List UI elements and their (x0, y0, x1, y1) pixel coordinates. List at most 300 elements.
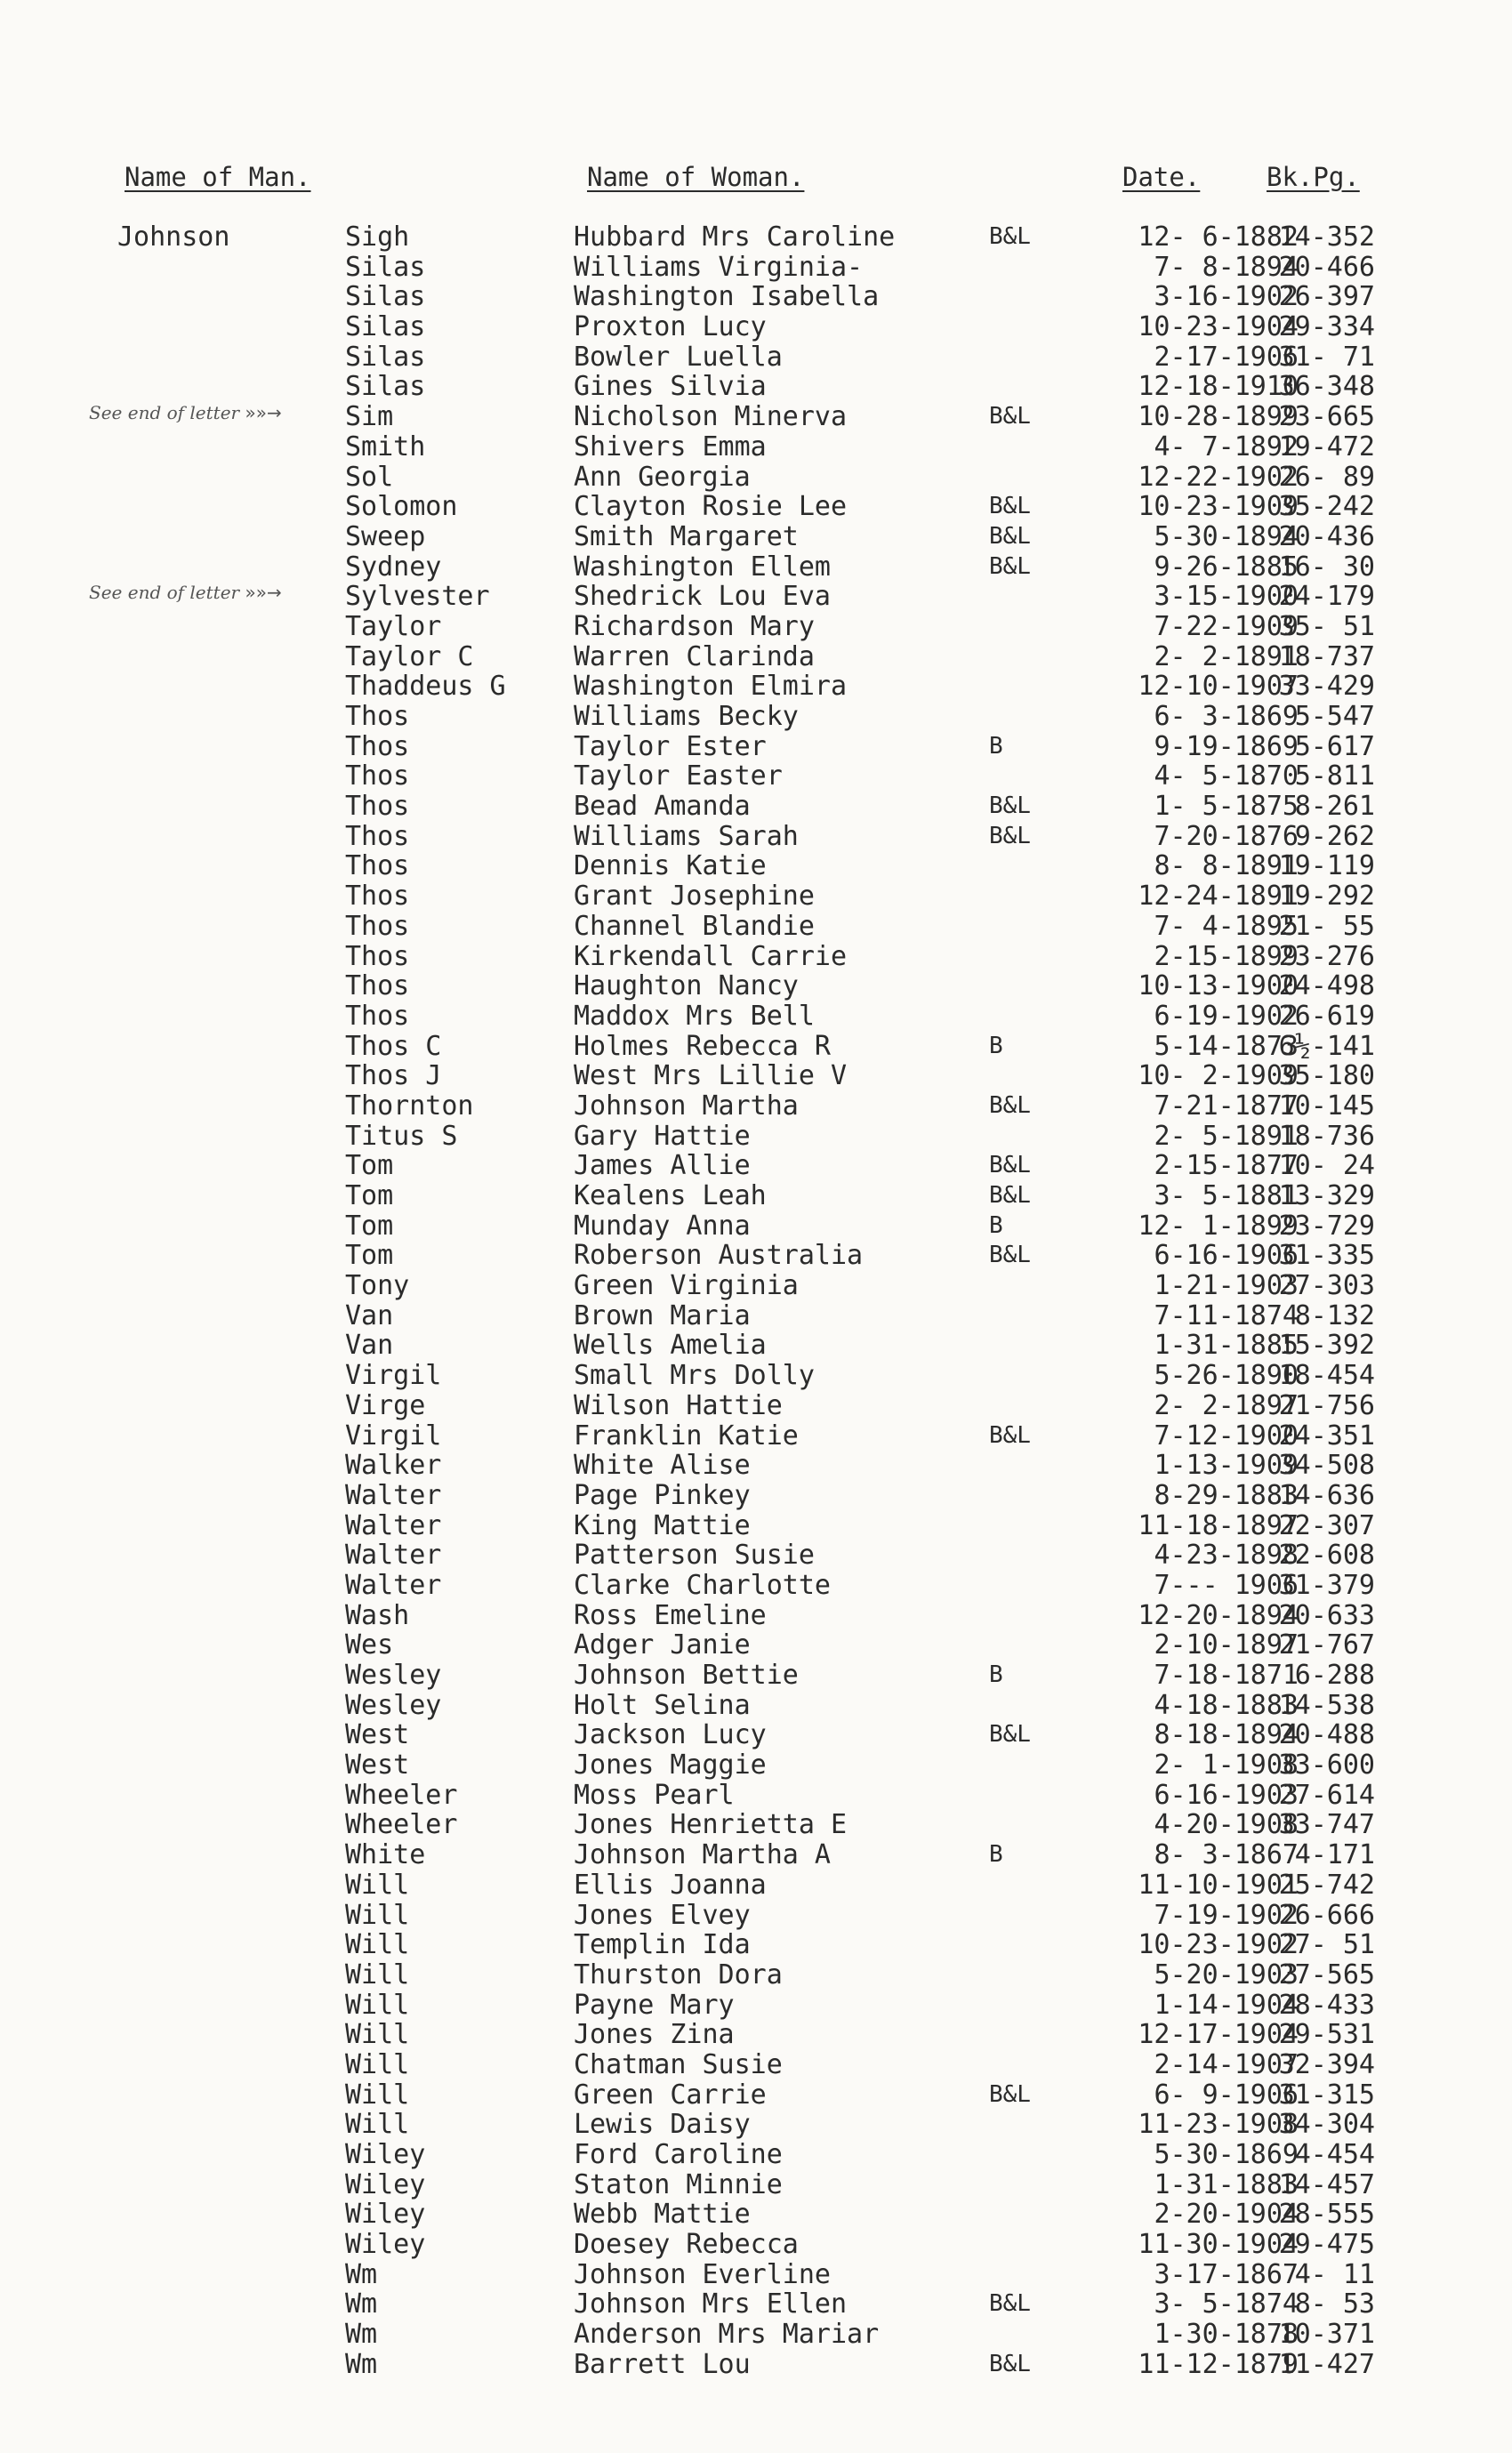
surname-cell: Johnson (117, 221, 230, 253)
date-cell: 5-30-1894 (1154, 520, 1299, 552)
date-cell: 6- 3-1869 (1154, 701, 1299, 732)
man-first-name-cell: Silas (345, 281, 426, 313)
man-first-name-cell: Virge (345, 1389, 426, 1421)
man-first-name-cell: Thos (345, 850, 410, 882)
date-cell: 7-22-1909 (1154, 610, 1299, 642)
book-page-cell: 23-665 (1278, 401, 1375, 433)
man-first-name-cell: Tom (345, 1210, 394, 1242)
book-page-cell: 26-619 (1278, 1000, 1375, 1032)
book-page-cell: 18-454 (1278, 1360, 1375, 1392)
book-page-cell: 24-351 (1278, 1420, 1375, 1452)
record-row (0, 1421, 1512, 1452)
book-page-cell: 10-371 (1278, 2319, 1375, 2351)
record-row (0, 492, 1512, 522)
record-code-cell: B&L (989, 1182, 1031, 1209)
woman-name-cell: Adger Janie (574, 1629, 751, 1661)
woman-name-cell: Webb Mattie (574, 2199, 751, 2231)
book-page-cell: 23-276 (1278, 940, 1375, 972)
header-name-of-man: Name of Man. (125, 162, 311, 192)
book-page-cell: 5-811 (1294, 760, 1375, 792)
record-code-cell: B (989, 1211, 1003, 1239)
book-page-cell: 34-304 (1278, 2109, 1375, 2141)
record-row (0, 372, 1512, 402)
book-page-cell: 19-472 (1278, 430, 1375, 462)
record-row (0, 1451, 1512, 1481)
date-cell: 7- 4-1895 (1154, 910, 1299, 942)
man-first-name-cell: Tom (345, 1240, 394, 1272)
record-row (0, 1481, 1512, 1511)
date-cell: 2- 2-1891 (1154, 640, 1299, 672)
date-cell: 7-18-1871 (1154, 1660, 1299, 1691)
book-page-cell: 31-379 (1278, 1569, 1375, 1601)
header-date: Date. (1122, 162, 1201, 192)
record-row (0, 912, 1512, 942)
woman-name-cell: Grant Josephine (574, 881, 815, 913)
date-cell: 6- 9-1906 (1154, 2079, 1299, 2111)
date-cell: 4- 7-1892 (1154, 430, 1299, 462)
woman-name-cell: Shedrick Lou Eva (574, 581, 831, 613)
woman-name-cell: Gines Silvia (574, 371, 767, 403)
woman-name-cell: Bowler Luella (574, 341, 783, 373)
book-page-cell: 14-636 (1278, 1479, 1375, 1511)
man-first-name-cell: Wiley (345, 2199, 426, 2231)
record-row (0, 1151, 1512, 1181)
record-row (0, 1181, 1512, 1211)
record-code-cell: B&L (989, 2350, 1031, 2377)
record-row (0, 761, 1512, 792)
date-cell: 12-22-1902 (1138, 461, 1299, 493)
record-row (0, 1601, 1512, 1631)
man-first-name-cell: Silas (345, 251, 426, 283)
man-first-name-cell: Sweep (345, 520, 426, 552)
date-cell: 6-16-1906 (1154, 1240, 1299, 1272)
record-row (0, 1870, 1512, 1901)
man-first-name-cell: Thos (345, 730, 410, 762)
record-list (0, 222, 1512, 2380)
woman-name-cell: Hubbard Mrs Caroline (574, 221, 896, 253)
record-row (0, 1271, 1512, 1301)
woman-name-cell: Washington Isabella (574, 281, 880, 313)
record-row (0, 971, 1512, 1001)
man-first-name-cell: Thos (345, 701, 410, 732)
man-first-name-cell: Will (345, 1899, 410, 1931)
book-page-cell: 10- 24 (1278, 1150, 1375, 1182)
record-row (0, 2320, 1512, 2350)
date-cell: 5-14-1873 (1154, 1030, 1299, 1062)
woman-name-cell: Williams Becky (574, 701, 799, 732)
record-row (0, 2350, 1512, 2380)
man-first-name-cell: Sigh (345, 221, 410, 253)
record-code-cell: B (989, 1841, 1003, 1869)
woman-name-cell: Clarke Charlotte (574, 1569, 831, 1601)
woman-name-cell: Green Virginia (574, 1270, 799, 1302)
woman-name-cell: Anderson Mrs Mariar (574, 2319, 880, 2351)
book-page-cell: 5-617 (1294, 730, 1375, 762)
date-cell: 1-31-1885 (1154, 1330, 1299, 1362)
man-first-name-cell: Thornton (345, 1090, 474, 1122)
record-row (0, 1810, 1512, 1840)
book-page-cell: 4-454 (1294, 2139, 1375, 2170)
woman-name-cell: King Mattie (574, 1509, 751, 1541)
man-first-name-cell: Wheeler (345, 1779, 458, 1811)
book-page-cell: 24-498 (1278, 970, 1375, 1002)
record-row (0, 1540, 1512, 1571)
woman-name-cell: Jones Zina (574, 2019, 735, 2051)
record-row (0, 1661, 1512, 1691)
record-row (0, 2260, 1512, 2290)
book-page-cell: 20-466 (1278, 251, 1375, 283)
man-first-name-cell: Tom (345, 1150, 394, 1182)
date-cell: 1-14-1904 (1154, 1989, 1299, 2021)
date-cell: 7-19-1902 (1154, 1899, 1299, 1931)
man-first-name-cell: Tony (345, 1270, 410, 1302)
man-first-name-cell: Sol (345, 461, 394, 493)
man-first-name-cell: Titus S (345, 1120, 458, 1152)
record-row (0, 612, 1512, 642)
book-page-cell: 8-261 (1294, 791, 1375, 823)
book-page-cell: 8-132 (1294, 1299, 1375, 1331)
woman-name-cell: Ann Georgia (574, 461, 751, 493)
man-first-name-cell: Will (345, 1929, 410, 1961)
date-cell: 11-10-1901 (1138, 1869, 1299, 1901)
record-code-cell: B&L (989, 2080, 1031, 2108)
man-first-name-cell: Virgil (345, 1360, 442, 1392)
man-first-name-cell: Wes (345, 1629, 394, 1661)
record-row (0, 1960, 1512, 1991)
woman-name-cell: Wilson Hattie (574, 1389, 783, 1421)
date-cell: 2- 1-1908 (1154, 1749, 1299, 1781)
date-cell: 4-20-1908 (1154, 1809, 1299, 1841)
man-first-name-cell: Taylor C (345, 640, 474, 672)
record-code-cell: B&L (989, 2290, 1031, 2318)
date-cell: 11-12-1879 (1138, 2348, 1299, 2380)
date-cell: 12-17-1904 (1138, 2019, 1299, 2051)
book-page-cell: 29-334 (1278, 311, 1375, 343)
book-page-cell: 10-145 (1278, 1090, 1375, 1122)
arrow-right-icon: »»→ (239, 582, 282, 604)
book-page-cell: 27-303 (1278, 1270, 1375, 1302)
man-first-name-cell: Van (345, 1299, 394, 1331)
margin-note-text: See end of letter (89, 402, 240, 424)
date-cell: 10-13-1900 (1138, 970, 1299, 1002)
book-page-cell: 32-394 (1278, 2048, 1375, 2080)
record-code-cell: B&L (989, 493, 1031, 520)
date-cell: 3-16-1902 (1154, 281, 1299, 313)
date-cell: 4-18-1883 (1154, 1689, 1299, 1721)
date-cell: 8- 8-1891 (1154, 850, 1299, 882)
woman-name-cell: Williams Virginia- (574, 251, 864, 283)
man-first-name-cell: Will (345, 2079, 410, 2111)
woman-name-cell: Ellis Joanna (574, 1869, 767, 1901)
man-first-name-cell: Solomon (345, 491, 458, 523)
date-cell: 8-18-1894 (1154, 1719, 1299, 1751)
arrow-right-icon: »»→ (239, 402, 282, 424)
record-row (0, 2289, 1512, 2320)
date-cell: 10- 2-1909 (1138, 1060, 1299, 1092)
record-row (0, 312, 1512, 342)
book-page-cell: 16- 30 (1278, 551, 1375, 583)
record-code-cell: B (989, 1032, 1003, 1059)
man-first-name-cell: Taylor (345, 610, 442, 642)
woman-name-cell: Green Carrie (574, 2079, 767, 2111)
woman-name-cell: Proxton Lucy (574, 311, 767, 343)
date-cell: 12- 6-1882 (1138, 221, 1299, 253)
date-cell: 10-23-1902 (1138, 1929, 1299, 1961)
record-code-cell: B&L (989, 552, 1031, 580)
date-cell: 1-31-1883 (1154, 2168, 1299, 2200)
woman-name-cell: Holt Selina (574, 1689, 751, 1721)
woman-name-cell: Haughton Nancy (574, 970, 799, 1002)
woman-name-cell: Staton Minnie (574, 2168, 783, 2200)
record-row (0, 2230, 1512, 2260)
date-cell: 3-15-1900 (1154, 581, 1299, 613)
woman-name-cell: Payne Mary (574, 1989, 735, 2021)
date-cell: 2-10-1897 (1154, 1629, 1299, 1661)
record-row (0, 1750, 1512, 1781)
woman-name-cell: Maddox Mrs Bell (574, 1000, 815, 1032)
man-first-name-cell: Thos (345, 760, 410, 792)
record-row (0, 1032, 1512, 1062)
woman-name-cell: Johnson Martha A (574, 1839, 831, 1871)
book-page-cell: 18-736 (1278, 1120, 1375, 1152)
man-first-name-cell: Thos (345, 940, 410, 972)
woman-name-cell: Ford Caroline (574, 2139, 783, 2170)
woman-name-cell: Chatman Susie (574, 2048, 783, 2080)
book-page-cell: 14-538 (1278, 1689, 1375, 1721)
book-page-cell: 22-608 (1278, 1540, 1375, 1572)
woman-name-cell: Gary Hattie (574, 1120, 751, 1152)
date-cell: 7-12-1900 (1154, 1420, 1299, 1452)
record-code-cell: B&L (989, 522, 1031, 550)
record-code-cell: B&L (989, 792, 1031, 820)
woman-name-cell: Dennis Katie (574, 850, 767, 882)
record-row (0, 2050, 1512, 2080)
book-page-cell: 27-565 (1278, 1958, 1375, 1991)
record-row (0, 1691, 1512, 1721)
book-page-cell: 14-457 (1278, 2168, 1375, 2200)
record-row (0, 2170, 1512, 2200)
man-first-name-cell: Will (345, 2019, 410, 2051)
record-row (0, 2200, 1512, 2230)
man-first-name-cell: Wheeler (345, 1809, 458, 1841)
record-row (0, 881, 1512, 912)
record-row (0, 672, 1512, 702)
date-cell: 12-20-1894 (1138, 1599, 1299, 1631)
date-cell: 12- 1-1899 (1138, 1210, 1299, 1242)
date-cell: 2-15-1877 (1154, 1150, 1299, 1182)
date-cell: 2-20-1904 (1154, 2199, 1299, 2231)
man-first-name-cell: Thos (345, 910, 410, 942)
record-row (0, 282, 1512, 312)
book-page-cell: 31-315 (1278, 2079, 1375, 2111)
book-page-cell: 18-737 (1278, 640, 1375, 672)
date-cell: 8- 3-1867 (1154, 1839, 1299, 1871)
woman-name-cell: Johnson Bettie (574, 1660, 799, 1691)
man-first-name-cell: Sim (345, 401, 394, 433)
woman-name-cell: Shivers Emma (574, 430, 767, 462)
book-page-cell: 29-531 (1278, 2019, 1375, 2051)
date-cell: 7--- 1906 (1154, 1569, 1299, 1601)
record-code-cell: B&L (989, 1091, 1031, 1119)
record-row (0, 1930, 1512, 1960)
book-page-cell: 20-488 (1278, 1719, 1375, 1751)
record-row (0, 702, 1512, 732)
woman-name-cell: Nicholson Minerva (574, 401, 848, 433)
record-row (0, 342, 1512, 373)
man-first-name-cell: Wash (345, 1599, 410, 1631)
date-cell: 9-26-1885 (1154, 551, 1299, 583)
man-first-name-cell: Virgil (345, 1420, 442, 1452)
woman-name-cell: Jones Maggie (574, 1749, 767, 1781)
date-cell: 2-17-1906 (1154, 341, 1299, 373)
woman-name-cell: West Mrs Lillie V (574, 1060, 848, 1092)
date-cell: 4- 5-1870 (1154, 760, 1299, 792)
woman-name-cell: Richardson Mary (574, 610, 815, 642)
book-page-cell: 4-171 (1294, 1839, 1375, 1871)
book-page-cell: 26-397 (1278, 281, 1375, 313)
date-cell: 12-24-1891 (1138, 881, 1299, 913)
record-row (0, 1001, 1512, 1032)
date-cell: 1-21-1903 (1154, 1270, 1299, 1302)
record-row (0, 1331, 1512, 1361)
woman-name-cell: Jackson Lucy (574, 1719, 767, 1751)
man-first-name-cell: Thos (345, 820, 410, 852)
record-row (0, 2020, 1512, 2050)
date-cell: 2- 2-1897 (1154, 1389, 1299, 1421)
margin-note (89, 402, 282, 423)
date-cell: 3- 5-1874 (1154, 2288, 1299, 2320)
man-first-name-cell: Thaddeus G (345, 671, 506, 703)
date-cell: 4-23-1898 (1154, 1540, 1299, 1572)
man-first-name-cell: Walter (345, 1509, 442, 1541)
book-page-cell: 23-729 (1278, 1210, 1375, 1242)
date-cell: 9-19-1869 (1154, 730, 1299, 762)
woman-name-cell: Jones Elvey (574, 1899, 751, 1931)
woman-name-cell: Kirkendall Carrie (574, 940, 848, 972)
margin-note (89, 582, 282, 603)
man-first-name-cell: White (345, 1839, 426, 1871)
book-page-cell: 33-747 (1278, 1809, 1375, 1841)
book-page-cell: 11-427 (1278, 2348, 1375, 2380)
woman-name-cell: Washington Ellem (574, 551, 831, 583)
date-cell: 8-29-1883 (1154, 1479, 1299, 1511)
date-cell: 7- 8-1894 (1154, 251, 1299, 283)
man-first-name-cell: Wesley (345, 1660, 442, 1691)
record-row (0, 732, 1512, 762)
book-page-cell: 29-475 (1278, 2229, 1375, 2261)
woman-name-cell: Kealens Leah (574, 1180, 767, 1211)
date-cell: 2- 5-1891 (1154, 1120, 1299, 1152)
woman-name-cell: Franklin Katie (574, 1420, 799, 1452)
date-cell: 1- 5-1875 (1154, 791, 1299, 823)
date-cell: 12-10-1907 (1138, 671, 1299, 703)
record-row (0, 1391, 1512, 1421)
man-first-name-cell: Walter (345, 1479, 442, 1511)
record-row (0, 1781, 1512, 1811)
date-cell: 10-23-1909 (1138, 491, 1299, 523)
book-page-cell: 24-179 (1278, 581, 1375, 613)
book-page-cell: 8- 53 (1294, 2288, 1375, 2320)
book-page-cell: 35-180 (1278, 1060, 1375, 1092)
man-first-name-cell: Silas (345, 371, 426, 403)
record-row (0, 1122, 1512, 1152)
date-cell: 1-13-1909 (1154, 1450, 1299, 1482)
margin-note-text: See end of letter (89, 582, 240, 604)
man-first-name-cell: Wm (345, 2288, 378, 2320)
record-code-cell: B (989, 732, 1003, 760)
woman-name-cell: Warren Clarinda (574, 640, 815, 672)
date-cell: 2-15-1899 (1154, 940, 1299, 972)
woman-name-cell: Bead Amanda (574, 791, 751, 823)
woman-name-cell: Roberson Australia (574, 1240, 864, 1272)
woman-name-cell: Taylor Easter (574, 760, 783, 792)
book-page-cell: 35-242 (1278, 491, 1375, 523)
record-row (0, 2080, 1512, 2111)
woman-name-cell: Taylor Ester (574, 730, 767, 762)
man-first-name-cell: Wm (345, 2319, 378, 2351)
record-row (0, 552, 1512, 583)
woman-name-cell: Templin Ida (574, 1929, 751, 1961)
man-first-name-cell: Will (345, 1869, 410, 1901)
date-cell: 11-30-1904 (1138, 2229, 1299, 2261)
record-row (0, 1630, 1512, 1661)
woman-name-cell: Thurston Dora (574, 1958, 783, 1991)
woman-name-cell: Barrett Lou (574, 2348, 751, 2380)
book-page-cell: 20-436 (1278, 520, 1375, 552)
record-code-cell: B&L (989, 223, 1031, 250)
book-page-cell: 21-756 (1278, 1389, 1375, 1421)
record-row (0, 462, 1512, 493)
date-cell: 5-26-1890 (1154, 1360, 1299, 1392)
man-first-name-cell: Sydney (345, 551, 442, 583)
date-cell: 6-19-1902 (1154, 1000, 1299, 1032)
record-code-cell: B (989, 1661, 1003, 1688)
record-row (0, 1361, 1512, 1391)
book-page-cell: 34-508 (1278, 1450, 1375, 1482)
date-cell: 1-30-1878 (1154, 2319, 1299, 2351)
man-first-name-cell: Thos (345, 970, 410, 1002)
woman-name-cell: Johnson Martha (574, 1090, 799, 1122)
book-page-cell: 19-119 (1278, 850, 1375, 882)
book-page-cell: 33-600 (1278, 1749, 1375, 1781)
woman-name-cell: Small Mrs Dolly (574, 1360, 815, 1392)
man-first-name-cell: Thos J (345, 1060, 442, 1092)
woman-name-cell: Smith Margaret (574, 520, 799, 552)
record-row (0, 1720, 1512, 1750)
man-first-name-cell: Sylvester (345, 581, 490, 613)
book-page-cell: 13-329 (1278, 1180, 1375, 1211)
record-row (0, 1211, 1512, 1242)
woman-name-cell: Wells Amelia (574, 1330, 767, 1362)
book-page-cell: 31-335 (1278, 1240, 1375, 1272)
book-page-cell: 26-666 (1278, 1899, 1375, 1931)
woman-name-cell: Brown Maria (574, 1299, 751, 1331)
date-cell: 10-28-1899 (1138, 401, 1299, 433)
record-code-cell: B&L (989, 1421, 1031, 1449)
date-cell: 7-20-1876 (1154, 820, 1299, 852)
man-first-name-cell: West (345, 1719, 410, 1751)
book-page-cell: 36-348 (1278, 371, 1375, 403)
record-code-cell: B&L (989, 822, 1031, 849)
woman-name-cell: Lewis Daisy (574, 2109, 751, 2141)
man-first-name-cell: Will (345, 1958, 410, 1991)
book-page-cell: 6½-141 (1278, 1030, 1375, 1062)
book-page-cell: 15-392 (1278, 1330, 1375, 1362)
woman-name-cell: Munday Anna (574, 1210, 751, 1242)
woman-name-cell: Johnson Everline (574, 2258, 831, 2290)
woman-name-cell: James Allie (574, 1150, 751, 1182)
woman-name-cell: Page Pinkey (574, 1479, 751, 1511)
